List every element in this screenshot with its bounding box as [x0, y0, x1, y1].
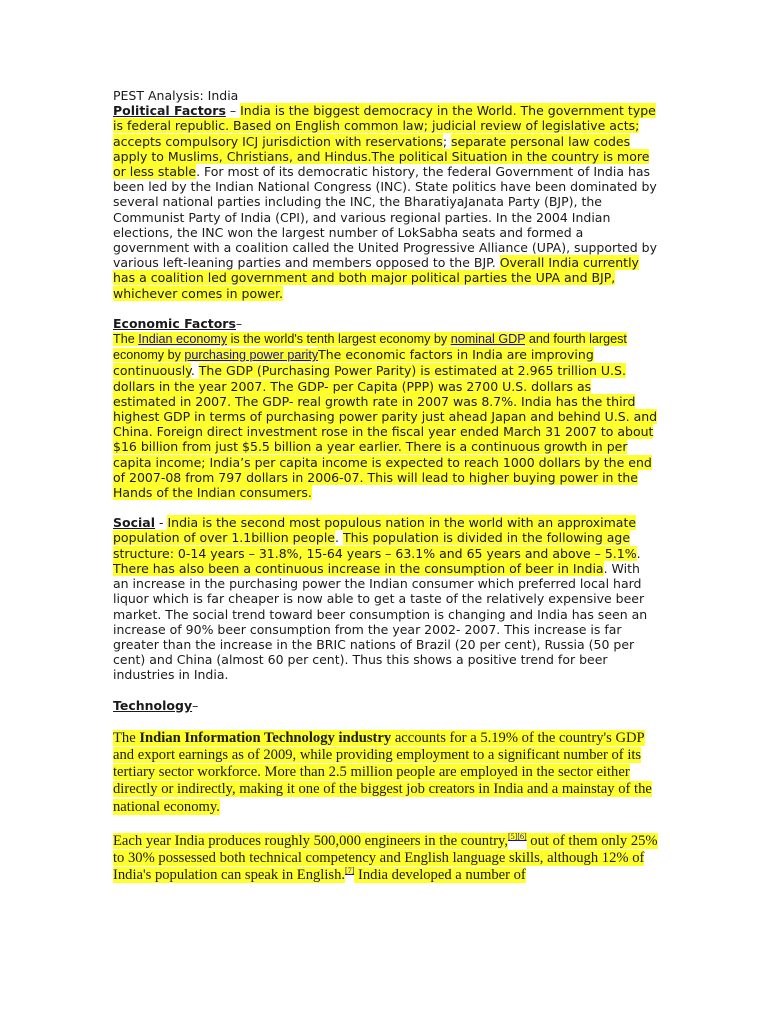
- spacer: [113, 301, 658, 316]
- it-industry-term: Indian Information Technology industry: [139, 729, 392, 746]
- political-heading: Political Factors: [113, 103, 226, 119]
- technology-paragraph-1: The Indian Information Technology industry accounts for a 5.19% of the country's GDP and export earnings as of 2009, while providing employment to a significant number of its tertiary sector workforce. More than 2.5 million people are employed in the sector either directly or indirectly, making it one of the biggest job creators in India and a mainstay of the national economy.: [113, 729, 652, 815]
- technology-paragraph-2: Each year India produces roughly 500,000 engineers in the country,[5][6] out of them only 25% to 30% possessed both technical competency and English language skills, although 12% of India's population can speak in English.[7] India developed a number of: [113, 831, 658, 884]
- link-nominal-gdp[interactable]: nominal GDP: [450, 332, 526, 347]
- link-purchasing-power-parity[interactable]: purchasing power parity: [184, 348, 319, 363]
- economic-highlight-1: The economic factors in India are improving continuously: [113, 347, 594, 379]
- economic-heading-line: Economic Factors–: [113, 315, 243, 331]
- technology-heading: Technology: [113, 697, 193, 713]
- spacer: [113, 713, 658, 730]
- social-highlight-3: There has also been a continuous increase in the consumption of beer in India: [113, 560, 604, 576]
- political-highlight-2: separate personal law codes apply to Muslims, Christians, and Hindus.The political Situation in the country is more or less stable: [113, 133, 650, 180]
- citation-5[interactable]: [5]: [508, 831, 518, 841]
- spacer: [113, 816, 658, 833]
- political-highlight-1: India is the biggest democracy in the World. The government type is federal republic. Based on English common law; judicial review of legislative acts; accepts compulsory ICJ jurisdiction with reservations: [113, 103, 656, 149]
- social-highlight-1: India is the second most populous nation in the world with an approximate population of over 1.1billion people: [113, 515, 637, 546]
- link-indian-economy[interactable]: Indian economy: [138, 332, 228, 347]
- political-paragraph: Political Factors – India is the biggest democracy in the World. The government type is federal republic. Based on English common law; judicial review of legislative acts; accepts compulsory ICJ jurisdiction with reservations; separate personal law codes apply to Muslims, Christians, and Hindus.The political Situation in the country is more or less stable. For most of its democratic history, the federal Government of India has been led by the Indian National Congress (INC). State politics have been dominated by several national parties including the INC, the BharatiyaJanata Party (BJP), the Communist Party of India (CPI), and various regional parties. In the 2004 Indian elections, the INC won the largest number of LokSabha seats and formed a government with a coalition called the United Progressive Alliance (UPA), supported by various left-leaning parties and members opposed to the BJP. Overall India currently has a coalition led government and both major political parties the UPA and BJP, whichever comes in power.: [113, 103, 657, 301]
- spacer: [113, 500, 658, 515]
- economic-heading: Economic Factors: [113, 315, 236, 331]
- technology-heading-line: Technology–: [113, 697, 199, 713]
- political-highlight-3: Overall India currently has a coalition led government and both major political parties the UPA and BJP, whichever comes in power.: [113, 255, 639, 301]
- economic-paragraph: The Indian economy is the world's tenth largest economy by nominal GDP and fourth largest economy by purchasing power parityThe economic factors in India are improving continuously. The GDP (Purchasing Power Parity) is estimated at 2.965 trillion U.S. dollars in the year 2007. The GDP- per Capita (PPP) was 2700 U.S. dollars as estimated in 2007. The GDP- real growth rate in 2007 was 8.7%. India has the third highest GDP in terms of purchasing power parity just ahead Japan and behind U.S. and China. Foreign direct investment rose in the fiscal year ended March 31 2007 to about $16 billion from just $5.5 billion a year earlier. There is a continuous growth in per capita income; India’s per capita income is expected to reach 1000 dollars by the end of 2007-08 from 797 dollars in 2006-07. This will lead to higher buying power in the Hands of the Indian consumers.: [113, 332, 658, 501]
- document-page: [113, 88, 658, 884]
- spacer: [113, 683, 658, 698]
- document-title: PEST Analysis: India: [113, 88, 239, 103]
- citation-7[interactable]: [7]: [345, 866, 355, 876]
- social-heading: Social: [113, 515, 156, 531]
- social-paragraph: Social - India is the second most populous nation in the world with an approximate population of over 1.1billion people. This population is divided in the following age structure: 0-14 years – 31.8%, 15-64 years – 63.1% and 65 years and above – 5.1%. There has also been a continuous increase in the consumption of beer in India. With an increase in the purchasing power the Indian consumer which preferred local hard liquor which is far cheaper is now able to get a taste of the relatively expensive beer market. The social trend toward beer consumption is changing and India has seen an increase of 90% beer consumption from the year 2002- 2007. This increase is far greater than the increase in the BRIC nations of Brazil (20 per cent), Russia (50 per cent) and China (almost 60 per cent). Thus this shows a positive trend for beer industries in India.: [113, 515, 648, 683]
- social-highlight-2: This population is divided in the following age structure: 0-14 years – 31.8%, 15-64 years – 63.1% and 65 years and above – 5.1%: [113, 530, 637, 561]
- economic-highlight-2: The GDP (Purchasing Power Parity) is estimated at 2.965 trillion U.S. dollars in the year 2007. The GDP- per Capita (PPP) was 2700 U.S. dollars as estimated in 2007. The GDP- real growth rate in 2007 was 8.7%. India has the third highest GDP in terms of purchasing power parity just ahead Japan and behind U.S. and China. Foreign direct investment rose in the fiscal year ended March 31 2007 to about $16 billion from just $5.5 billion a year earlier. There is a continuous growth in per capita income; India’s per capita income is expected to reach 1000 dollars by the end of 2007-08 from 797 dollars in 2006-07. This will lead to higher buying power in the Hands of the Indian consumers.: [113, 363, 658, 501]
- citation-6[interactable]: [6]: [517, 831, 527, 841]
